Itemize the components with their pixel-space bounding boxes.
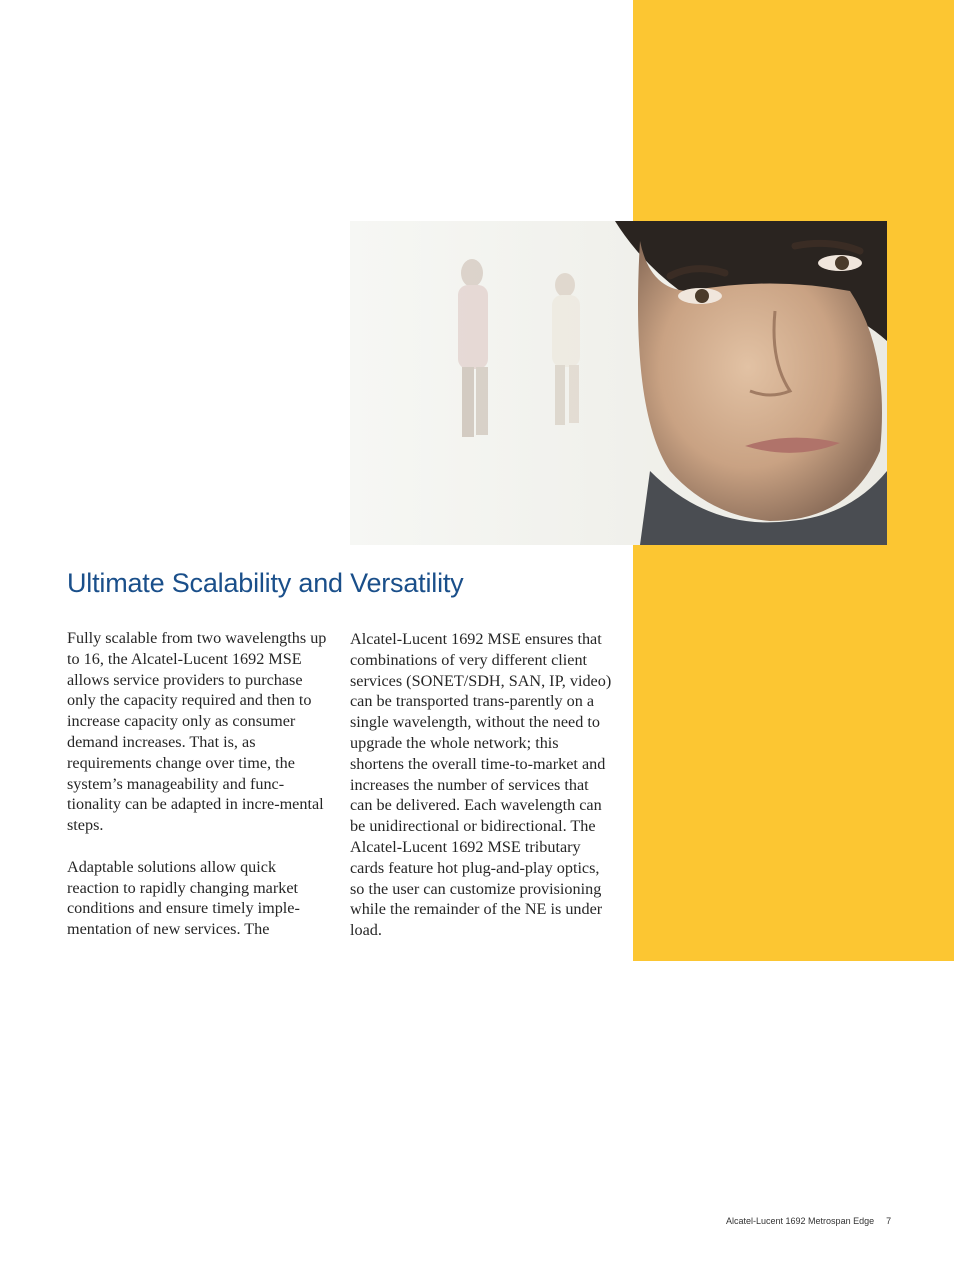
- page-footer: [726, 1216, 891, 1226]
- left-text-column: [67, 628, 329, 961]
- paragraph: Alcatel-Lucent 1692 MSE ensures that combinations of very different client services (SONET/SDH, SAN, IP, video) can be transported trans-parently on a single wavelength, without the need to upgrade the whole network; this shortens the overall time-to-market and increases the number of services that can be delivered. Each wavelength can be unidirectional or bidirectional. The Alcatel-Lucent 1692 MSE tributary cards feature hot plug-and-play optics, so the user can customize provisioning while the remainder of the NE is under load.: [350, 630, 612, 940]
- paragraph: Adaptable solutions allow quick reaction to rapidly changing market conditions and ensure timely imple-mentation of new services. The: [67, 857, 300, 939]
- hero-photo-man-face: [350, 221, 887, 545]
- section-heading: Ultimate Scalability and Versatility: [67, 568, 464, 598]
- page-number: 7: [886, 1216, 892, 1226]
- paragraph: Fully scalable from two wavelengths up to 16, the Alcatel-Lucent 1692 MSE allows service providers to purchase only the capacity required and then to increase capacity only as consumer demand increases. That is, as requirements change over time, the system’s manageability and func-tionality can be adapted in incre-mental steps.: [67, 629, 327, 835]
- right-text-column: [350, 629, 612, 962]
- footer-title: Alcatel-Lucent 1692 Metrospan Edge: [726, 1216, 875, 1226]
